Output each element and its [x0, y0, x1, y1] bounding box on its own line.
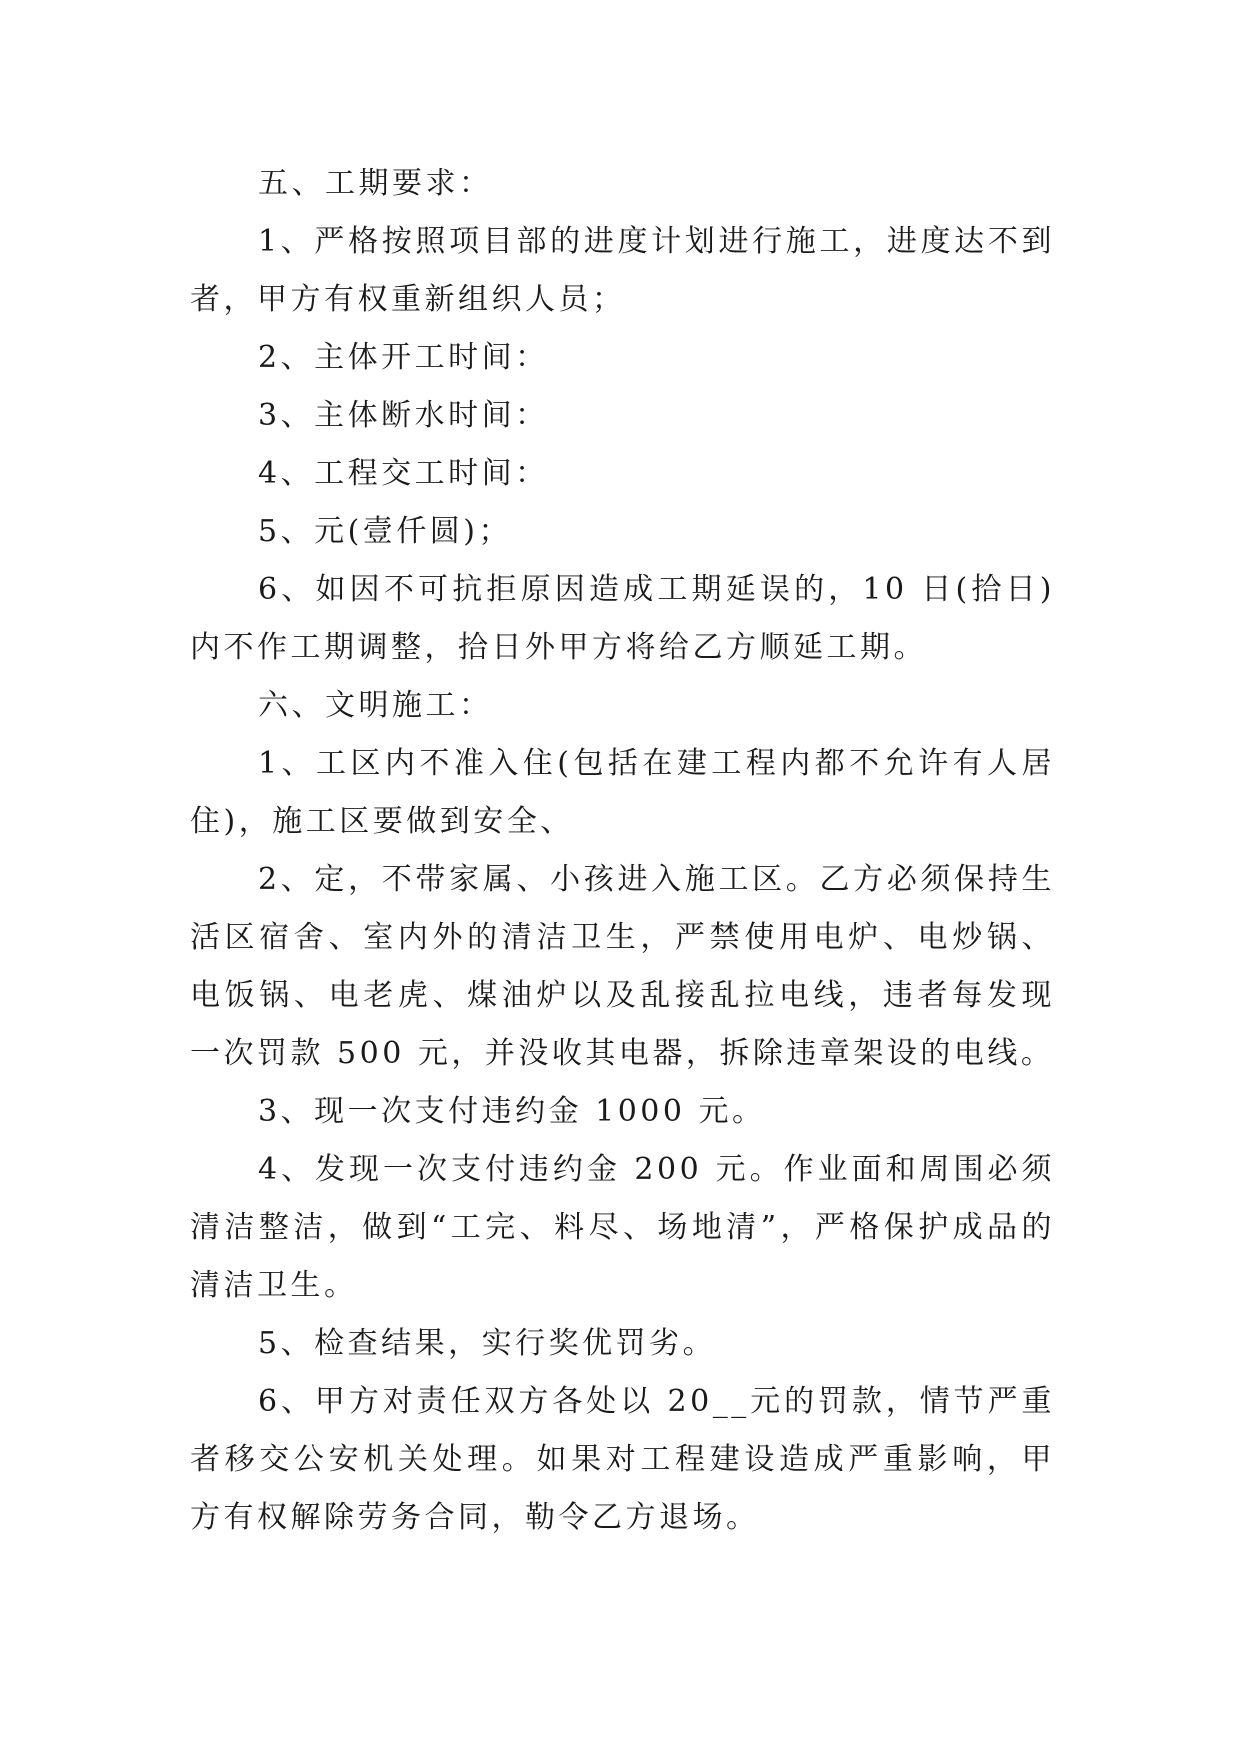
section-6-item-5: 5、检查结果，实行奖优罚劣。 — [258, 1326, 717, 1361]
section-5-title: 五、工期要求： — [258, 166, 493, 201]
section-5-item-3: 3、主体断水时间： — [258, 398, 549, 433]
section-5-item-6: 6、如因不可抗拒原因造成工期延误的，10 日(拾日)内不作工期调整，拾日外甲方将给乙方顺延工期。 — [190, 572, 1055, 665]
section-6-item-6: 6、甲方对责任双方各处以 20__元的罚款，情节严重者移交公安机关处理。如果对工程建设造成严重影响，甲方有权解除劳务合同，勒令乙方退场。 — [190, 1384, 1055, 1535]
section-5-item-4: 4、工程交工时间： — [258, 456, 549, 491]
section-6-item-2: 2、定，不带家属、小孩进入施工区。乙方必须保持生活区宿舍、室内外的清洁卫生，严禁使用电炉、电炒锅、电饭锅、电老虎、煤油炉以及乱接乱拉电线，违者每发现一次罚款 500 元，并没收其电器，拆除违章架设的电线。 — [190, 862, 1055, 1071]
section-5-item-2: 2、主体开工时间： — [258, 340, 549, 375]
section-5-item-5: 5、元(壹仟圆)； — [258, 514, 512, 549]
section-5-item-1: 1、严格按照项目部的进度计划进行施工，进度达不到者，甲方有权重新组织人员； — [190, 224, 1055, 317]
section-6-item-1: 1、工区内不准入住(包括在建工程内都不允许有人居住)，施工区要做到安全、 — [190, 746, 1055, 839]
section-6-title: 六、文明施工： — [258, 688, 493, 723]
section-6-item-3: 3、现一次支付违约金 1000 元。 — [258, 1094, 766, 1129]
document-body — [190, 155, 1055, 1547]
section-6-item-4: 4、发现一次支付违约金 200 元。作业面和周围必须清洁整洁，做到“工完、料尽、场地清”，严格保护成品的清洁卫生。 — [190, 1152, 1055, 1303]
